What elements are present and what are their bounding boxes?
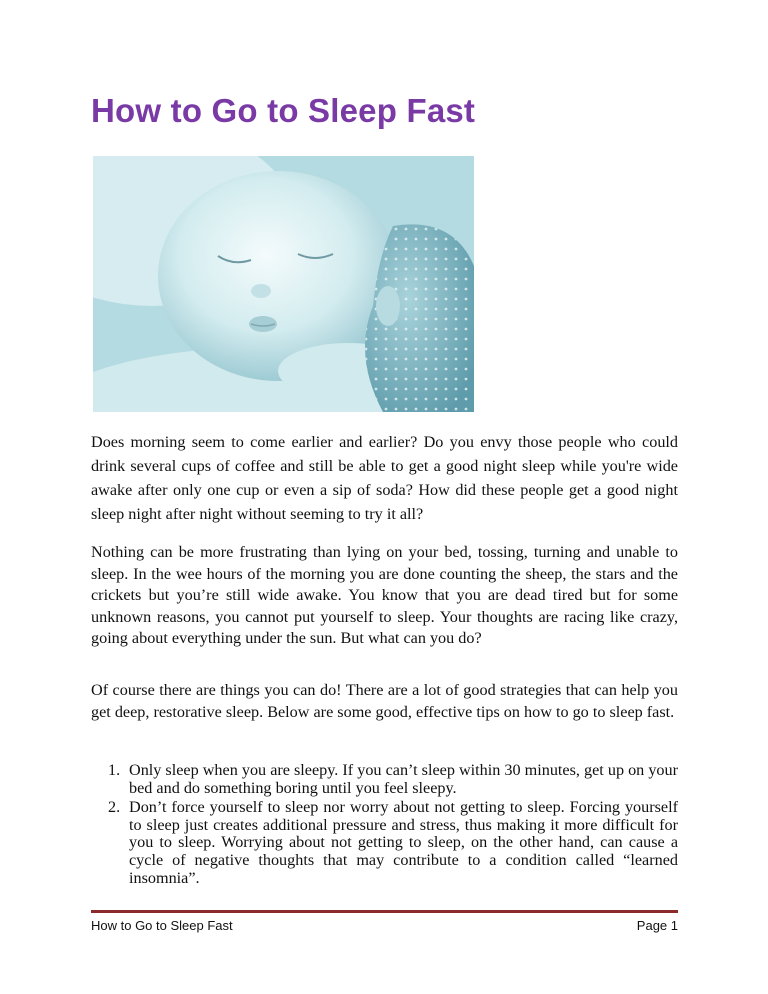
list-item-text: Don’t force yourself to sleep nor worry about not getting to sleep. Forcing yourself to sleep just creates additional pressure and stress, thus making it more difficult for you to sleep. Worrying about not getting to sleep, on the other hand, can cause a cycle of negative thoughts that may contribute to a condition called “learned insomnia”. (129, 798, 678, 887)
list-item (91, 762, 678, 797)
tips-list (91, 762, 678, 889)
list-item (91, 799, 678, 887)
footer-title: How to Go to Sleep Fast (91, 918, 233, 933)
list-item-number: 1. (108, 761, 121, 779)
page-number: Page 1 (636, 918, 678, 933)
paragraph-intro: Does morning seem to come earlier and earlier? Do you envy those people who could drink several cups of coffee and still be able to get a good night sleep while you're wide awake after only one cup or even a sip of soda? How did these people get a good night sleep night after night without seeming to try it all? (91, 433, 678, 523)
list-item-number: 2. (108, 798, 121, 817)
list-item-text: Only sleep when you are sleepy. If you can’t sleep within 30 minutes, get up on your bed and do something boring until you feel sleepy. (129, 761, 678, 797)
footer-divider (91, 910, 678, 913)
page-title: How to Go to Sleep Fast (91, 92, 476, 129)
sleeping-baby-photo (93, 156, 474, 412)
paragraph-strategies: Of course there are things you can do! There are a lot of good strategies that can help you get deep, restorative sleep. Below are some good, effective tips on how to go to sleep fast. (91, 681, 678, 721)
paragraph-frustration: Nothing can be more frustrating than lying on your bed, tossing, turning and unable to sleep. In the wee hours of the morning you are done counting the sheep, the stars and the crickets but you’re still wide awake. You know that you are dead tired but for some unknown reasons, you cannot put yourself to sleep. Your thoughts are racing like crazy, going about everything under the sun. But what can you do? (91, 543, 678, 648)
